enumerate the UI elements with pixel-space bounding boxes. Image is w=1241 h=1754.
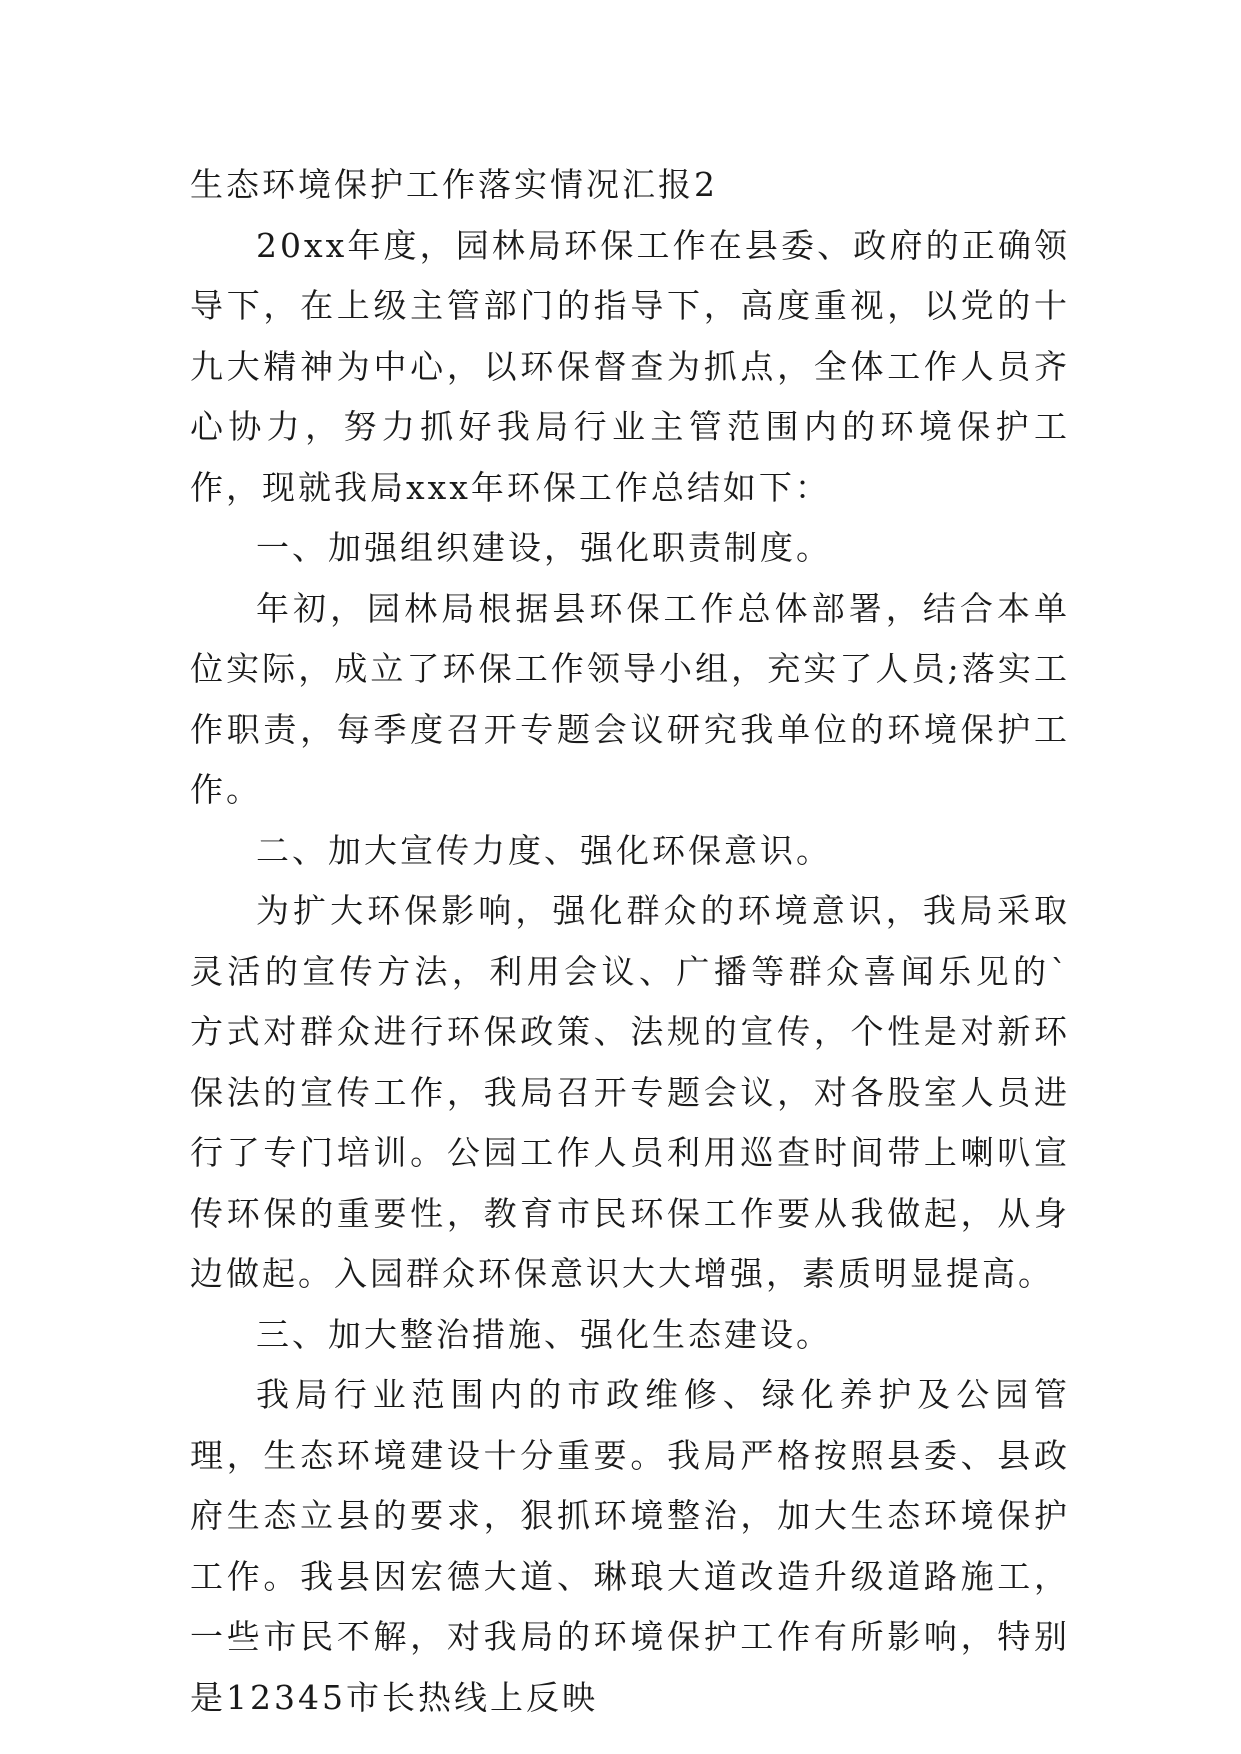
- paragraph-section-2: 为扩大环保影响，强化群众的环境意识，我局采取灵活的宣传方法，利用会议、广播等群众喜闻乐见的`方式对群众进行环保政策、法规的宣传，个性是对新环保法的宣传工作，我局召开专题会议，对各股室人员进行了专门培训。公园工作人员利用巡查时间带上喇叭宣传环保的重要性，教育市民环保工作要从我做起，从身边做起。入园群众环保意识大大增强，素质明显提高。: [190, 891, 1070, 1293]
- document-body: [190, 155, 1070, 1728]
- section-heading-2: 二、加大宣传力度、强化环保意识。: [256, 830, 832, 870]
- paragraph-section-3: 我局行业范围内的市政维修、绿化养护及公园管理，生态环境建设十分重要。我局严格按照县委、县政府生态立县的要求，狠抓环境整治，加大生态环境保护工作。我县因宏德大道、琳琅大道改造升级道路施工，一些市民不解，对我局的环境保护工作有所影响，特别是12345市长热线上反映: [190, 1375, 1070, 1717]
- document-title: 生态环境保护工作落实情况汇报2: [190, 165, 718, 204]
- paragraph-section-1: 年初，园林局根据县环保工作总体部署，结合本单位实际，成立了环保工作领导小组，充实了人员;落实工作职责，每季度召开专题会议研究我单位的环境保护工作。: [190, 588, 1070, 809]
- section-heading-1: 一、加强组织建设，强化职责制度。: [256, 528, 832, 567]
- paragraph-intro: 20xx年度，园林局环保工作在县委、政府的正确领导下，在上级主管部门的指导下，高度重视，以党的十九大精神为中心，以环保督查为抓点，全体工作人员齐心协力，努力抓好我局行业主管范围内的环境保护工作，现就我局xxx年环保工作总结如下：: [190, 225, 1070, 507]
- section-heading-3: 三、加大整治措施、强化生态建设。: [256, 1314, 832, 1354]
